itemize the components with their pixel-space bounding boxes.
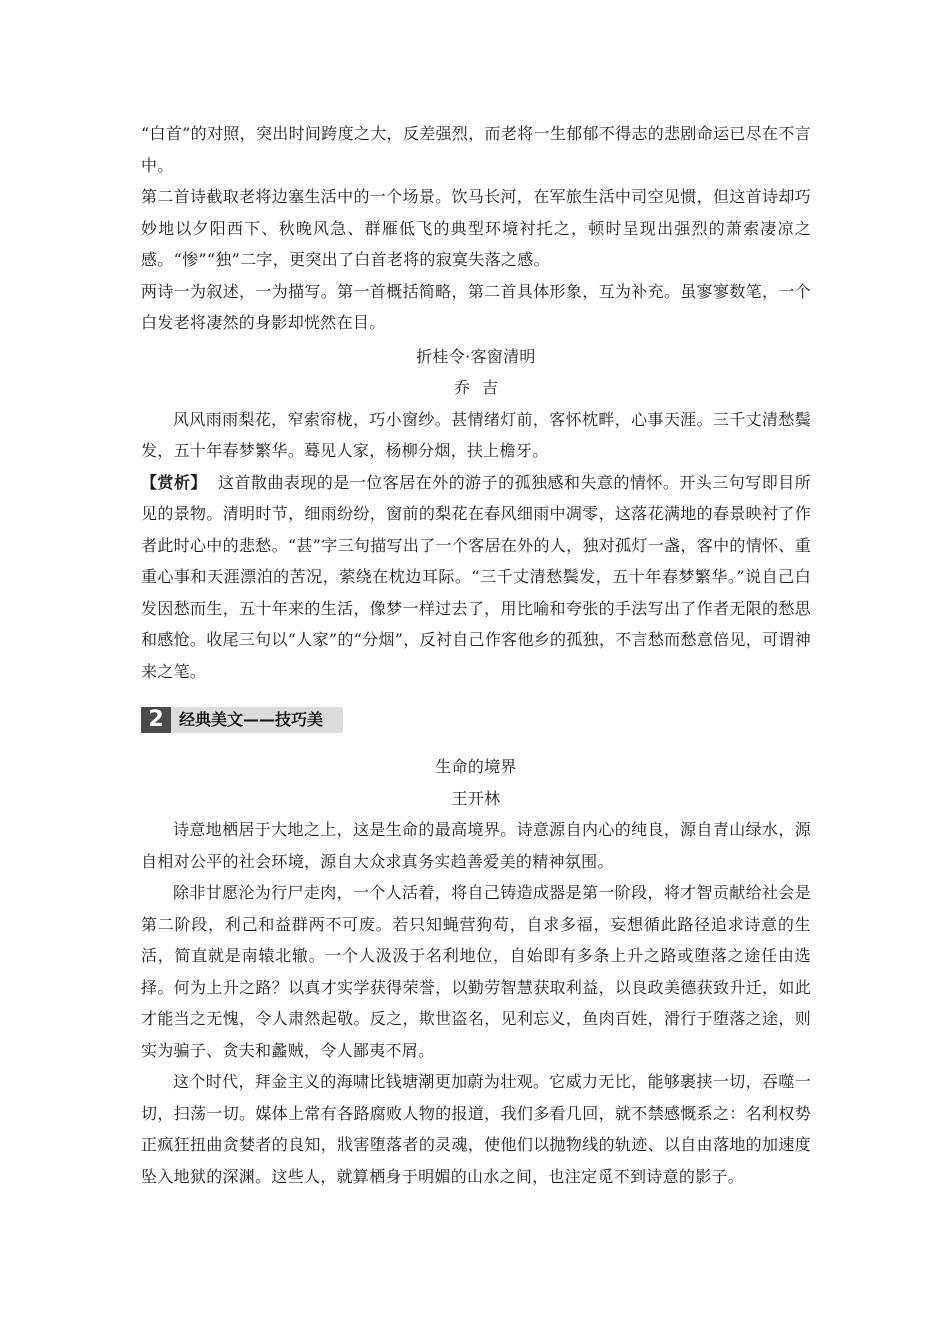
poem-analysis-text: 这首散曲表现的是一位客居在外的游子的孤独感和失意的情怀。开头三句写即目所见的景物。清明时节，细雨纷纷，窗前的梨花在春风细雨中凋零，这落花满地的春景映衬了作者此时心中的悲愁。“甚”字三句描写出了一个客居在外的人，独对孤灯一盏，客中的情怀、重重心事和天涯漂泊的苦况，萦绕在枕边耳际。“三千丈清愁鬓发，五十年春梦繁华。”说自己白发因愁而生，五十年来的生活，像梦一样过去了，用比喻和夸张的手法写出了作者无限的愁思和感怆。收尾三句以“人家”的“分烟”，反衬自己作客他乡的孤独，不言愁而愁意倍见，可谓神来之笔。 — [141, 472, 811, 681]
poem-text: 风风雨雨梨花，窄索帘栊，巧小窗纱。甚情绪灯前，客怀枕畔，心事天涯。三千丈清愁鬓发，五十年春梦繁华。蓦见人家，杨柳分烟，扶上檐牙。 — [141, 409, 811, 460]
essay-title: 生命的境界 — [435, 757, 517, 776]
analysis-tag: 【赏析】 — [141, 472, 207, 492]
analysis-paragraph-1: “白首”的对照，突出时间跨度之大，反差强烈，而老将一生郁郁不得志的悲剧命运已尽在不言中。 — [141, 124, 811, 175]
analysis-paragraph-2: 第二首诗截取老将边塞生活中的一个场景。饮马长河，在军旅生活中司空见惯，但这首诗却巧妙地以夕阳西下、秋晚风急、群雁低飞的典型环境衬托之，顿时呈现出强烈的萧索凄凉之感。“惨”“独”二字，更突出了白首老将的寂寞失落之感。 — [141, 187, 811, 269]
analysis-paragraph-3: 两诗一为叙述，一为描写。第一首概括简略，第二首具体形象，互为补充。虽寥寥数笔，一个白发老将凄然的身影却恍然在目。 — [141, 281, 811, 332]
section-number-badge: 2 — [141, 707, 171, 733]
poem-author-name: 乔吉 — [453, 378, 510, 397]
section-header — [141, 707, 343, 733]
poem-author — [141, 372, 811, 404]
section-title: 经典美文——技巧美 — [179, 710, 324, 729]
essay-paragraph-1: 诗意地栖居于大地之上，这是生命的最高境界。诗意源自内心的纯良，源自青山绿水，源自相对公平的社会环境，源自大众求真务实趋善爱美的精神氛围。 — [141, 820, 811, 871]
document-page — [141, 118, 811, 1192]
essay-paragraph-3: 这个时代，拜金主义的海啸比钱塘潮更加蔚为壮观。它威力无比，能够裹挟一切，吞噬一切，扫荡一切。媒体上常有各路腐败人物的报道，我们多看几回，就不禁感慨系之：名利权势正疯狂扭曲贪婪者的良知，戕害堕落者的灵魂，使他们以抛物线的轨迹、以自由落地的加速度坠入地狱的深渊。这些人，就算栖身于明媚的山水之间，也注定觅不到诗意的影子。 — [141, 1072, 811, 1186]
poem-title: 折桂令·客窗清明 — [416, 346, 536, 366]
essay-paragraph-2: 除非甘愿沦为行尸走肉，一个人活着，将自己铸造成器是第一阶段，将才智贡献给社会是第二阶段，利己和益群两不可废。若只知蝇营狗苟，自求多福，妄想循此路径追求诗意的生活，简直就是南辕北辙。一个人汲汲于名利地位，自始即有多条上升之路或堕落之途任由选择。何为上升之路？以真才实学获得荣誉，以勤劳智慧获取利益，以良政美德获致升迁，如此才能当之无愧，令人肃然起敬。反之，欺世盗名，见利忘义，鱼肉百姓，滑行于堕落之途，则实为骗子、贪夫和蠡贼，令人鄙夷不屑。 — [141, 883, 811, 1060]
essay-author: 王开林 — [451, 788, 501, 808]
poem-analysis — [141, 467, 811, 688]
